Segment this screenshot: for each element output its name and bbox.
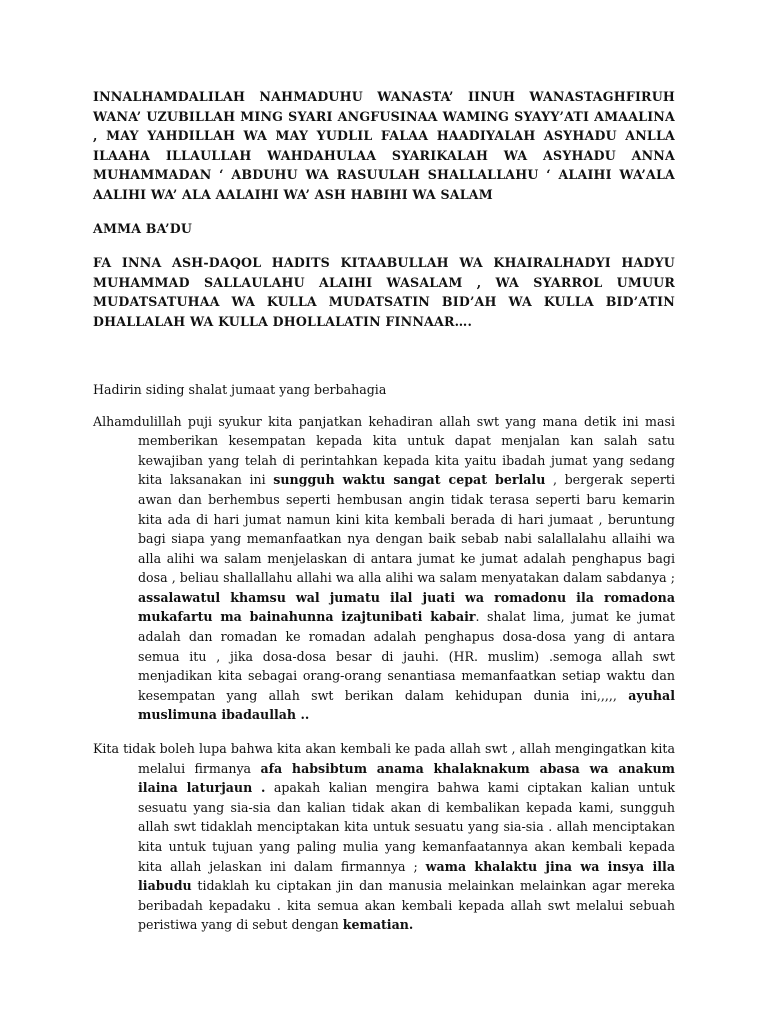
quran-quote: afa habsibtum anama khalaknakum abasa wa anakum ilaina laturjaun . xyxy=(138,760,675,796)
quran-quote: wama khalaktu jina wa insya illa liabudu xyxy=(138,858,675,894)
paragraph-text: Alhamdulillah puji syukur kita panjatkan kehadiran allah swt yang mana detik ini masi memberikan kesempatan kepada kita untuk dapat menjalan kan salah satu kewajiban yang telah di perintahkan kepada kita yaitu ibadah jumat yang sedang kita laksanakan ini xyxy=(93,413,675,488)
paragraph-text: Kita tidak boleh lupa bahwa kita akan kembali ke pada allah swt , allah mengingatkan kita melalui firmanya xyxy=(93,741,675,776)
sermon-paragraph-2 xyxy=(93,739,675,935)
amma-badu-heading: AMMA BA’DU xyxy=(93,220,193,236)
paragraph-text: . shalat lima, jumat ke jumat adalah dan romadan ke romadan adalah penghapus dosa-dosa yang di antara semua itu , jika dosa-dosa besar di jauhi. (HR. muslim) .semoga allah swt menjadikan kita sebagai orang-orang senantiasa memanfaatkan setiap waktu dan kesempatan yang allah swt berikan dalam kehidupan dunia ini,,,,, xyxy=(138,609,675,703)
paragraph-text: apakah kalian mengira bahwa kami ciptakan kalian untuk sesuatu yang sia-sia dan kalian tidak akan di kembalikan kepada kami, sungguh allah swt tidaklah menciptakan kita untuk sesuatu yang sia-sia . allah menciptakan kita untuk tujuan yang paling mulia yang kemanfaatannya akan kembali kepada kita allah jelaskan ini dalam firmannya ; xyxy=(138,780,675,874)
document-body xyxy=(93,87,675,935)
sermon-paragraph-1 xyxy=(93,412,675,726)
bold-phrase: ayuhal muslimuna ibadaullah .. xyxy=(138,687,675,723)
paragraph-text: tidaklah ku ciptakan jin dan manusia melainkan melainkan agar mereka beribadah kepadaku . kita semua akan kembali kepada allah swt melalui sebuah peristiwa yang di sebut dengan xyxy=(138,878,675,933)
bold-phrase: sungguh waktu sangat cepat berlalu xyxy=(273,472,546,488)
bold-phrase: kematian. xyxy=(342,917,414,933)
fa-inna-paragraph: FA INNA ASH-DAQOL HADITS KITAABULLAH WA KHAIRALHADYI HADYU MUHAMMAD SALLAULAHU ALAIHI WASALAM , WA SYARROL UMUUR MUDATSATUHAA WA KULLA MUDATSATIN BID’AH WA KULLA BID’ATIN DHALLALAH WA KULLA DHOLLALATIN FINNAAR…. xyxy=(93,255,675,329)
paragraph-text: , bergerak seperti awan dan berhembus seperti hembusan angin tidak terasa seperti baru kemarin kita ada di hari jumat namun kini kita kembali berada di hari jumaat , beruntung bagi siapa yang memanfaatkan nya dengan baik sebab nabi salallalahu allaihi wa alla alihi wa salam menjelaskan di antara jumat ke jumat adalah penghapus bagi dosa , beliau shallallahu allahi wa alla alihi wa salam menyatakan dalam sabdanya ; xyxy=(138,472,675,586)
hadith-quote: assalawatul khamsu wal jumatu ilal juati wa romadonu ila romadona mukafartu ma bainahunna izajtunibati kabair xyxy=(138,589,675,625)
opening-arabic-paragraph: INNALHAMDALILAH NAHMADUHU WANASTA’ IINUH WANASTAGHFIRUH WANA’ UZUBILLAH MING SYARI ANGFUSINAA WAMING SYAYY’ATI AMAALINA , MAY YAHDILLAH WA MAY YUDLIL FALAA HAADIYALAH ASYHADU ANLLA ILAAHA ILLAULLAH WAHDAHULAA SYARIKALAH WA ASYHADU ANNA MUHAMMADAN ‘ ABDUHU WA RASUULAH SHALLALLAHU ‘ ALAIHI WA’ALA AALIHI WA’ ALA AALAIHI WA’ ASH HABIHI WA SALAM xyxy=(93,89,675,202)
greeting-line: Hadirin siding shalat jumaat yang berbahagia xyxy=(93,381,387,397)
